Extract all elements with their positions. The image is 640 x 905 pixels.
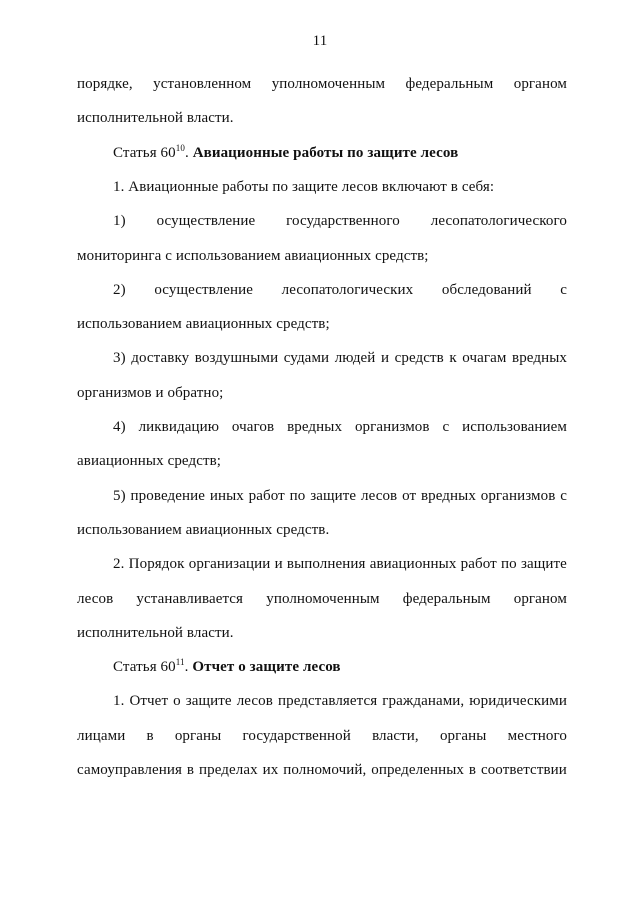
text-line (77, 759, 567, 781)
text-line (77, 73, 567, 95)
word: лесопатологических (281, 282, 414, 298)
word: государственной (242, 728, 351, 744)
word: лесов (77, 591, 114, 607)
text-line: исполнительной власти. (77, 625, 234, 641)
word: по (501, 556, 517, 572)
word: органом (513, 591, 567, 607)
text-line: авиационных средств; (77, 453, 222, 469)
page-number: 11 (312, 33, 328, 49)
word: авиационных (369, 556, 457, 572)
word: юридическими (469, 693, 567, 709)
article-heading (113, 656, 567, 678)
word: от (402, 488, 417, 504)
word: очагам (462, 350, 507, 366)
word: организмов (480, 488, 556, 504)
word: Отчет (129, 693, 169, 709)
word: работ (460, 556, 497, 572)
word: средств (394, 350, 444, 366)
word: ликвидацию (138, 419, 220, 435)
word: 1. (113, 693, 125, 709)
word: лесопатологического (430, 213, 567, 229)
text-line (113, 416, 567, 438)
word: федеральным (405, 76, 494, 92)
word: 4) (113, 419, 126, 435)
word: по (289, 488, 306, 504)
article-title: Авиационные работы по защите лесов (192, 145, 459, 161)
text-line (113, 279, 567, 301)
article-number: Статья 60 (113, 145, 176, 161)
word: лесов (236, 693, 273, 709)
word: и (380, 350, 390, 366)
word: о (173, 693, 181, 709)
article-number-superscript: 11 (175, 657, 185, 667)
word: Порядок (128, 556, 185, 572)
word: проведение (130, 488, 205, 504)
word: воздушными (194, 350, 279, 366)
text-line (113, 553, 567, 575)
word: соответствии (480, 762, 567, 778)
word: осуществление (154, 282, 253, 298)
word: защите (185, 693, 232, 709)
word: к (449, 350, 457, 366)
word: защите (310, 488, 357, 504)
word: установленном (153, 76, 252, 92)
word: государственного (286, 213, 400, 229)
word: органы (439, 728, 487, 744)
word: органом (513, 76, 567, 92)
text-line: использованием авиационных средств; (77, 316, 330, 332)
word: в (146, 728, 154, 744)
article-number-dot: . (184, 659, 189, 675)
word: с (560, 488, 567, 504)
word: устанавливается (136, 591, 244, 607)
article-number-superscript: 10 (175, 143, 185, 153)
word: органы (174, 728, 222, 744)
article-number-dot: . (184, 145, 189, 161)
text-line: 1. Авиационные работы по защите лесов включают в себя: (113, 179, 495, 195)
word: определенных (371, 762, 464, 778)
word: полномочий, (283, 762, 367, 778)
word: 3) (113, 350, 126, 366)
word: пределах (198, 762, 258, 778)
word: уполномоченным (271, 76, 386, 92)
word: людей (334, 350, 376, 366)
word: вредных (287, 419, 343, 435)
text-line (113, 690, 567, 712)
word: в (186, 762, 195, 778)
word: доставку (131, 350, 190, 366)
word: защите (520, 556, 567, 572)
word: использованием (462, 419, 567, 435)
word: выполнения (286, 556, 366, 572)
word: очагов (231, 419, 275, 435)
word: 1) (113, 213, 126, 229)
word: вредных (420, 488, 476, 504)
word: их (262, 762, 279, 778)
text-line: использованием авиационных средств. (77, 522, 330, 538)
text-line (77, 588, 567, 610)
word: лицами (77, 728, 126, 744)
word: 5) (113, 488, 126, 504)
word: судами (283, 350, 330, 366)
word: 2. (113, 556, 125, 572)
word: порядке, (77, 76, 133, 92)
word: в (468, 762, 477, 778)
word: и (274, 556, 283, 572)
word: федеральным (402, 591, 491, 607)
word: гражданами, (382, 693, 465, 709)
word: местного (507, 728, 567, 744)
word: организации (188, 556, 271, 572)
word: осуществление (156, 213, 256, 229)
word: иных (209, 488, 244, 504)
text-line (113, 210, 567, 232)
article-title: Отчет о защите лесов (192, 659, 341, 675)
word: вредных (512, 350, 567, 366)
text-line (113, 347, 567, 369)
word: власти, (372, 728, 419, 744)
article-number: Статья 60 (113, 659, 176, 675)
word: лесов (360, 488, 398, 504)
text-line (77, 725, 567, 747)
word: представляется (277, 693, 378, 709)
text-line: организмов и обратно; (77, 385, 224, 401)
text-line (113, 485, 567, 507)
word: с (442, 419, 450, 435)
text-line: мониторинга с использованием авиационных средств; (77, 248, 429, 264)
word: уполномоченным (266, 591, 380, 607)
article-heading (113, 142, 567, 164)
word: самоуправления (77, 762, 182, 778)
text-line: исполнительной власти. (77, 110, 234, 126)
word: обследований (441, 282, 532, 298)
word: с (560, 282, 567, 298)
word: организмов (354, 419, 430, 435)
word: работ (248, 488, 285, 504)
word: 2) (113, 282, 126, 298)
